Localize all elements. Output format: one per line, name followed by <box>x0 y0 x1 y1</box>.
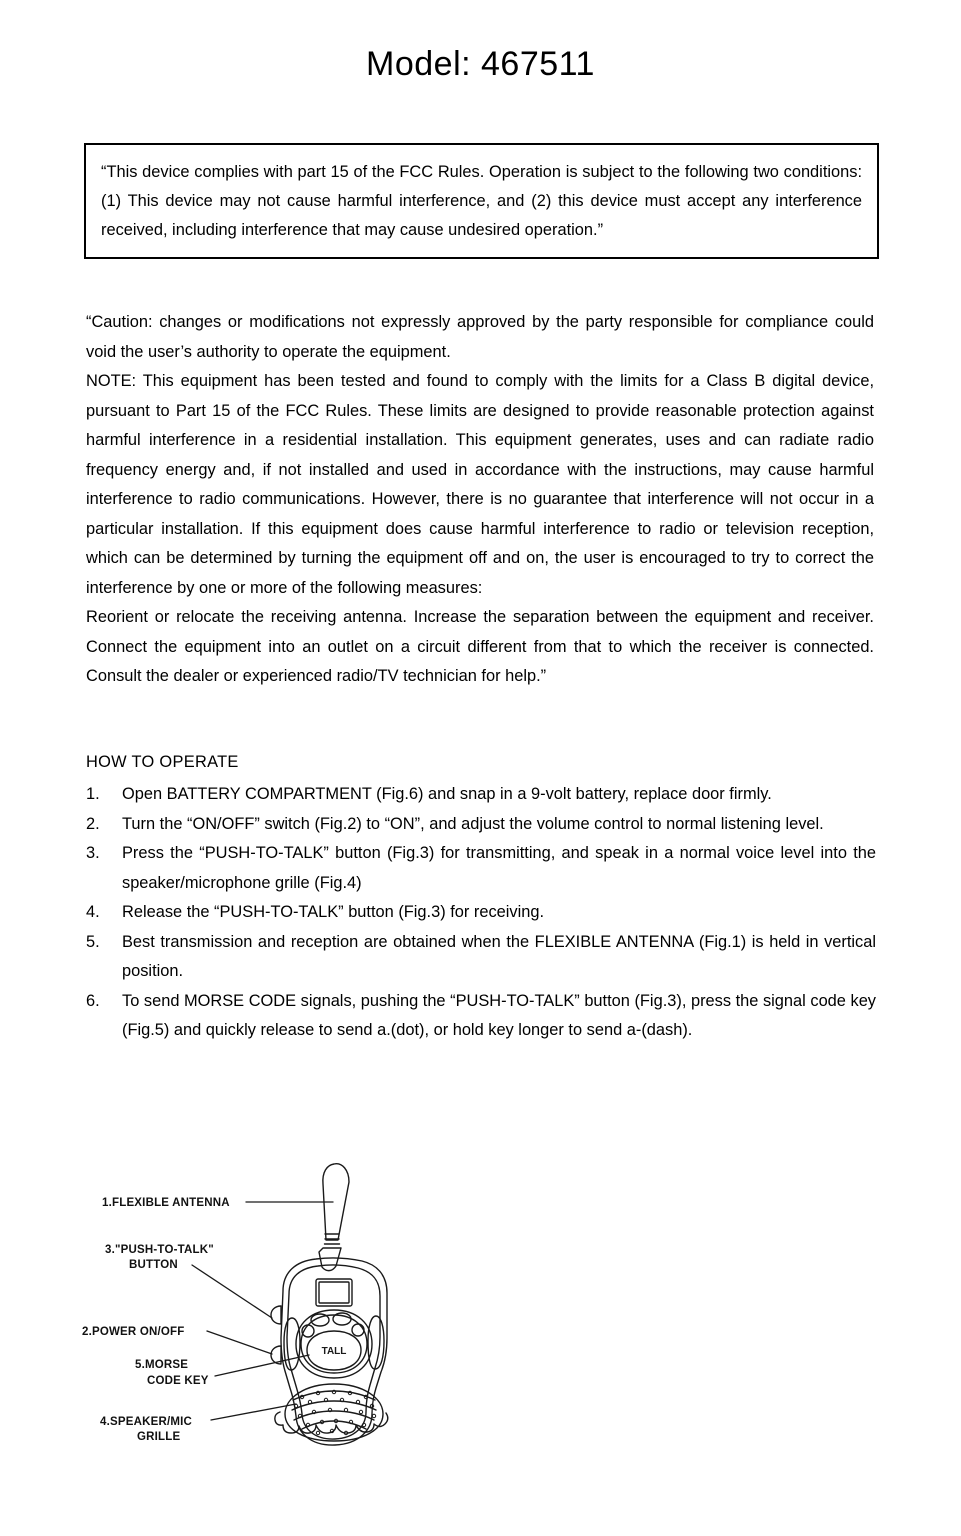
side-buttons-shape <box>271 1306 281 1364</box>
list-item-text: Open BATTERY COMPARTMENT (Fig.6) and snap in a 9-volt battery, replace door firmly. <box>122 785 772 803</box>
list-item-text: Press the “PUSH-TO-TALK” button (Fig.3) for transmitting, and speak in a normal voice level into the speaker/microphone grille (Fig.4) <box>122 844 876 892</box>
label-power-on-off: 2.POWER ON/OFF <box>82 1326 185 1338</box>
list-item-number: 5. <box>86 932 100 951</box>
fcc-statement-text: “This device complies with part 15 of the FCC Rules. Operation is subject to the following two conditions: (1) This device may not cause harmful interference, and (2) this device must accept any interference received, including interference that may cause undesired operation.” <box>101 163 862 239</box>
page-title: Model: 467511 <box>366 45 595 83</box>
list-item <box>86 987 876 1046</box>
list-item <box>86 898 876 928</box>
list-item <box>86 780 876 810</box>
measures-paragraph: Reorient or relocate the receiving antenna. Increase the separation between the equipment and receiver. Connect the equipment into an outlet on a circuit different from that to which the receiver is connected. Consult the dealer or experienced radio/TV technician for help.” <box>86 608 874 685</box>
label-speaker-mic-line2: GRILLE <box>137 1431 181 1443</box>
list-item-text: Release the “PUSH-TO-TALK” button (Fig.3) for receiving. <box>122 903 545 921</box>
list-item-number: 4. <box>86 903 100 921</box>
list-item-number: 1. <box>86 785 100 803</box>
talk-button-label: TALL <box>321 1346 347 1357</box>
list-item-text: Best transmission and reception are obtained when the FLEXIBLE ANTENNA (Fig.1) is held in vertical position. <box>122 932 876 980</box>
list-item-text: Turn the “ON/OFF” switch (Fig.2) to “ON”, and adjust the volume control to normal listening level. <box>122 814 824 833</box>
how-to-operate-steps <box>86 780 876 1046</box>
label-flexible-antenna: 1.FLEXIBLE ANTENNA <box>102 1197 230 1209</box>
list-item <box>86 928 876 987</box>
walkie-talkie-diagram <box>80 1148 420 1460</box>
how-to-operate-heading: HOW TO OPERATE <box>86 753 239 771</box>
list-item <box>86 810 876 840</box>
label-push-to-talk-line1: 3."PUSH-TO-TALK" <box>105 1244 214 1256</box>
list-item-number: 6. <box>86 991 100 1010</box>
fcc-statement-box <box>84 143 879 259</box>
display-shape <box>316 1279 352 1306</box>
label-morse-line2: CODE KEY <box>147 1375 209 1387</box>
antenna-shape <box>319 1164 349 1271</box>
list-item-text: To send MORSE CODE signals, pushing the “PUSH-TO-TALK” button (Fig.3), press the signal code key (Fig.5) and quickly release to send a.(dot), or hold key longer to send a-(dash). <box>122 991 876 1039</box>
side-grip-shape <box>284 1316 384 1370</box>
list-item-number: 2. <box>86 814 100 833</box>
note-paragraph: NOTE: This equipment has been tested and found to comply with the limits for a Class B digital device, pursuant to Part 15 of the FCC Rules. These limits are designed to provide reasonable protection against harmful interference in a residential installation. This equipment generates, uses and can radiate radio frequency energy and, if not installed and used in accordance with the instructions, may cause harmful interference to radio communications. However, there is no guarantee that interference will not occur in a particular installation. If this equipment does cause harmful interference to radio or television reception, which can be determined by turning the equipment off and on, the user is encouraged to try to correct the interference by one or more of the following measures: <box>86 372 874 597</box>
label-speaker-mic-line1: 4.SPEAKER/MIC <box>100 1416 193 1428</box>
label-push-to-talk-line2: BUTTON <box>129 1259 178 1271</box>
list-item-number: 3. <box>86 844 100 862</box>
caution-paragraph: “Caution: changes or modifications not expressly approved by the party responsible for compliance could void the user’s authority to operate the equipment. <box>86 313 874 361</box>
body-text-block <box>86 308 874 692</box>
label-morse-line1: 5.MORSE <box>135 1359 189 1371</box>
list-item <box>86 839 876 898</box>
